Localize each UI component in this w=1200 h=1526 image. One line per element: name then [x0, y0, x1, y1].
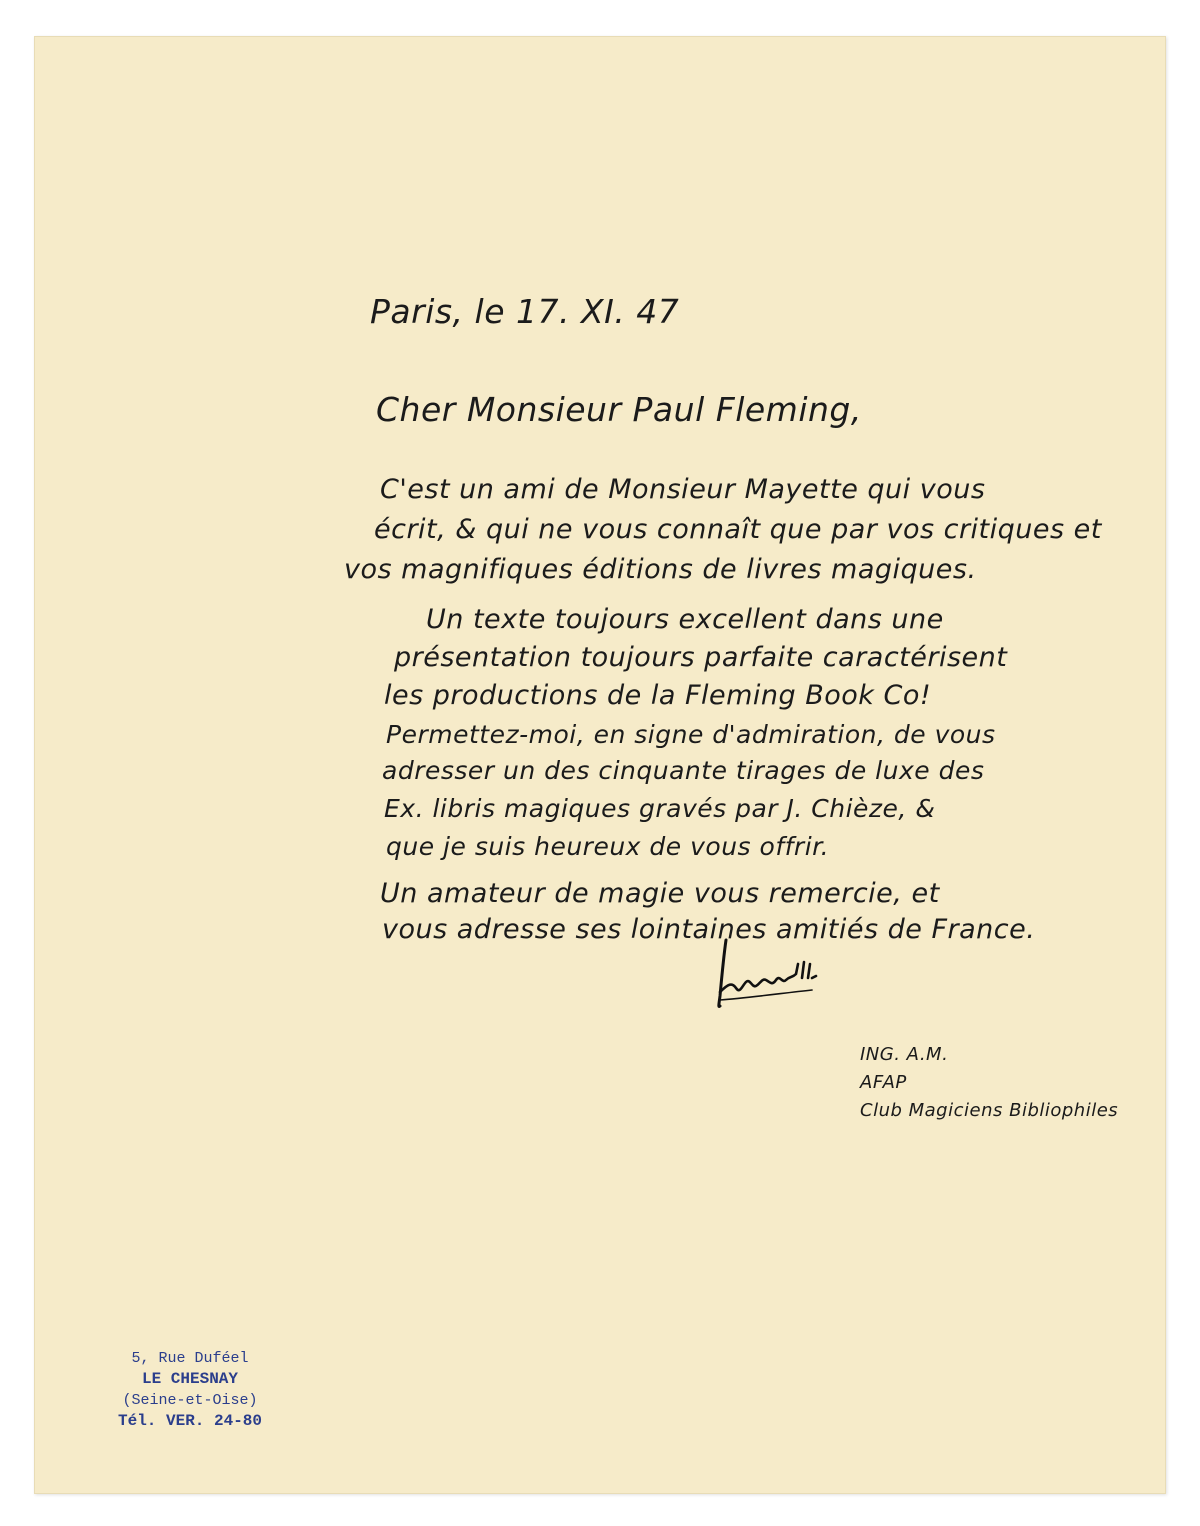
affiliation-line: AFAP	[860, 1072, 907, 1093]
letter-date: Paris, le 17. XI. 47	[370, 292, 680, 331]
body-line: Un amateur de magie vous remercie, et	[380, 878, 940, 909]
body-line: Un texte toujours excellent dans une	[426, 604, 944, 635]
letter-salutation: Cher Monsieur Paul Fleming,	[376, 390, 862, 429]
letterhead-address	[90, 1348, 290, 1432]
letterhead-town: LE CHESNAY	[141, 1370, 238, 1388]
letter-sheet	[34, 36, 1166, 1494]
body-line: les productions de la Fleming Book Co!	[384, 680, 932, 711]
handwritten-signature	[706, 934, 826, 1014]
affiliation-line: Club Magiciens Bibliophiles	[860, 1100, 1119, 1121]
letterhead-phone: Tél. VER. 24-80	[117, 1412, 263, 1430]
affiliation-line: ING. A.M.	[860, 1044, 949, 1065]
letterhead-region: (Seine-et-Oise)	[122, 1392, 258, 1409]
body-line: écrit, & qui ne vous connaît que par vos critiques et	[374, 514, 1102, 545]
body-line: que je suis heureux de vous offrir.	[386, 832, 830, 861]
letterhead-street: 5, Rue Duféel	[131, 1350, 249, 1367]
body-line: vos magnifiques éditions de livres magiques.	[344, 554, 977, 585]
body-line: vous adresse ses lointaines amitiés de France.	[382, 914, 1036, 945]
body-line: C'est un ami de Monsieur Mayette qui vous	[380, 474, 986, 505]
body-line: présentation toujours parfaite caractérisent	[394, 642, 1008, 673]
body-line: Ex. libris magiques gravés par J. Chièze, &	[384, 794, 936, 823]
body-line: Permettez-moi, en signe d'admiration, de vous	[386, 720, 996, 749]
body-line: adresser un des cinquante tirages de luxe des	[382, 756, 985, 785]
